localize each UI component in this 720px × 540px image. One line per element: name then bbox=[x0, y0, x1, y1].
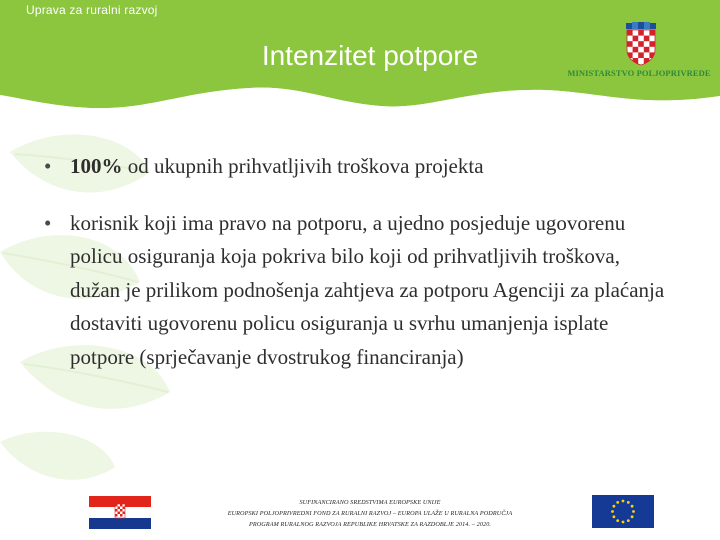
page-title: Intenzitet potpore bbox=[261, 40, 479, 71]
bullet-icon: • bbox=[44, 210, 52, 235]
bullet-item bbox=[44, 150, 674, 184]
footer-line: SUFINANCIRANO SREDSTVIMA EUROPSKE UNIJE bbox=[299, 499, 441, 506]
ministry-logo bbox=[560, 20, 720, 82]
bullet-item bbox=[44, 207, 674, 375]
bullet-text: korisnik koji ima pravo na potporu, a ujedno posjeduje ugovorenu policu osiguranja koja pokriva bilo koji od prihvatljivih troškova, dužan je prilikom podnošenja zahtjeva za potporu Agenciji za plaćanja dostaviti ugovorenu policu osiguranja u svrhu umanjenja isplate potpore (sprječavanje dvostrukog financiranja) bbox=[70, 210, 665, 369]
coat-of-arms-icon bbox=[560, 20, 720, 68]
bullet-icon: • bbox=[44, 154, 52, 178]
bullet-emphasis: 100% bbox=[70, 154, 123, 178]
content bbox=[44, 150, 674, 374]
eu-flag-icon bbox=[592, 495, 654, 528]
footer-line: EUROPSKI POLJOPRIVREDNI FOND ZA RURALNI RAZVOJ – EUROPA ULAŽE U RURALNA PODRUČJA bbox=[227, 510, 513, 517]
funding-footer bbox=[160, 497, 580, 530]
footer-line: PROGRAM RURALNOG RAZVOJA REPUBLIKE HRVATSKE ZA RAZDOBLJE 2014. – 2020. bbox=[248, 521, 492, 528]
ministry-logo-text: MINISTARSTVO POLJOPRIVREDE bbox=[567, 68, 711, 78]
department-name: Uprava za ruralni razvoj bbox=[26, 3, 158, 17]
bullet-text: od ukupnih prihvatljivih troškova projekta bbox=[122, 154, 484, 178]
croatian-flag-icon bbox=[89, 496, 151, 529]
